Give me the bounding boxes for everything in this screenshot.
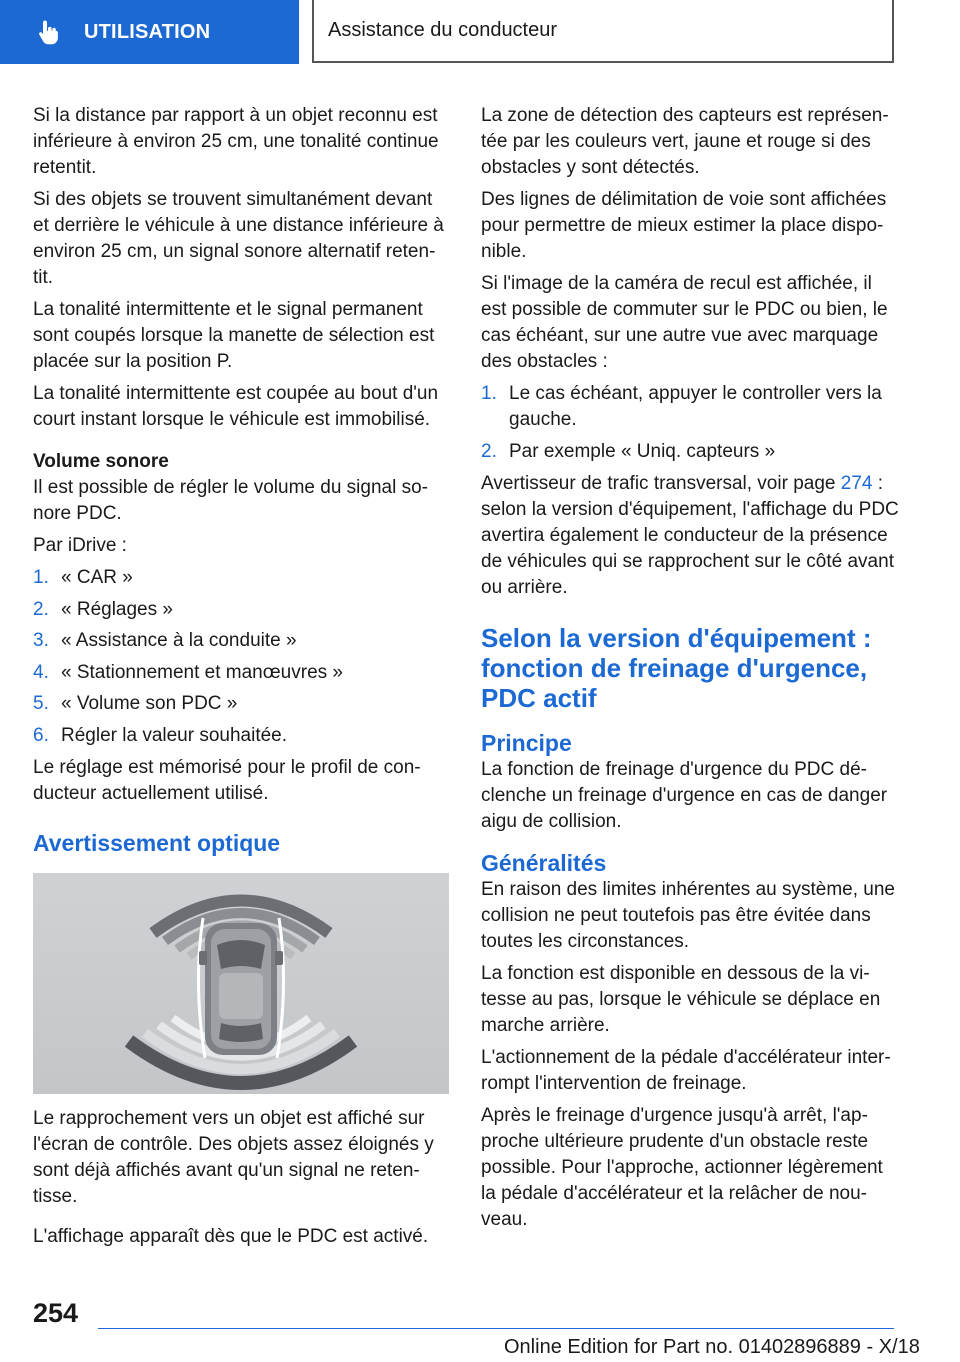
footer-divider <box>98 1328 894 1329</box>
text-span: : selon la version d'équipement, l'affichage du PDC avertira également le conducteur de la présence de véhicules qui se rapprochent sur le côté avant ou arrière. <box>481 472 899 598</box>
footer-edition: Online Edition for Part no. 01402896889 - X/18 <box>504 1336 920 1358</box>
paragraph: La zone de détection des capteurs est représentée par les couleurs vert, jaune et rouge si des obstacles y sont détectés. <box>481 105 889 178</box>
paragraph: Si des objets se trouvent simultanément devant et derrière le véhicule à une distance inférieure à environ 25 cm, un signal sonore alternatif retentit. <box>33 189 444 288</box>
step-number: 1. <box>33 567 49 588</box>
step-text: Régler la valeur souhaitée. <box>61 724 288 746</box>
list-item <box>33 723 449 749</box>
paragraph: La fonction de freinage d'urgence du PDC déclenche un freinage d'urgence en cas de danger aigu de collision. <box>481 758 888 832</box>
list-item <box>481 439 899 465</box>
paragraph: L'actionnement de la pédale d'accélérateur interrompt l'intervention de freinage. <box>481 1046 891 1094</box>
text-span: Avertisseur de trafic transversal, voir page <box>481 472 841 494</box>
paragraph: Il est possible de régler le volume du signal sonore PDC. <box>33 477 428 524</box>
step-number: 4. <box>33 661 49 683</box>
step-text: « Volume son PDC » <box>61 693 238 714</box>
subheading-volume: Volume sonore <box>33 451 169 472</box>
step-text: « Stationnement et manœuvres » <box>61 661 343 683</box>
step-text: Par exemple « Uniq. capteurs » <box>509 440 776 462</box>
chapter-tab <box>0 0 299 64</box>
paragraph: La tonalité intermittente est coupée au bout d'un court instant lorsque le véhicule est immobilisé. <box>33 383 439 430</box>
step-number: 6. <box>33 724 49 746</box>
step-text: « Assistance à la conduite » <box>61 630 297 651</box>
left-column <box>33 103 449 1256</box>
heading-principle: Principe <box>481 729 572 756</box>
right-column <box>481 103 899 1239</box>
section-title: Assistance du conducteur <box>328 19 558 41</box>
paragraph: La fonction est disponible en dessous de la vitesse au pas, lorsque le véhicule se déplace en marche arrière. <box>481 962 881 1036</box>
paragraph: Des lignes de délimitation de voie sont affichées pour permettre de mieux estimer la place disponible. <box>481 189 887 262</box>
section-header-box <box>312 0 894 63</box>
step-number: 3. <box>33 630 49 651</box>
paragraph: Par iDrive : <box>33 535 127 556</box>
step-text: « Réglages » <box>61 598 173 620</box>
camera-steps-list <box>481 381 899 465</box>
page-number: 254 <box>33 1298 79 1328</box>
pdc-display-illustration <box>33 873 449 1094</box>
paragraph: En raison des limites inhérentes au système, une collision ne peut toutefois pas être évitée dans toutes les circonstances. <box>481 878 895 952</box>
car-sensor-zones-image <box>33 873 449 1094</box>
heading-emergency-braking: Selon la version d'équipement : fonction de freinage d'urgence, PDC actif <box>481 622 872 713</box>
page-reference-link[interactable]: 274 <box>840 472 873 494</box>
heading-general: Généralités <box>481 849 607 876</box>
paragraph: Le rapprochement vers un objet est affiché sur l'écran de contrôle. Des objets assez éloignés y sont déjà affichés avant qu'un signal ne retentisse. <box>33 1107 434 1207</box>
paragraph: L'affichage apparaît dès que le PDC est activé. <box>33 1225 429 1247</box>
list-item <box>33 565 449 591</box>
step-text: « CAR » <box>61 567 133 588</box>
paragraph: Si l'image de la caméra de recul est affichée, il est possible de commuter sur le PDC ou bien, le cas échéant, sur une autre vue avec marquage des obstacles : <box>481 273 888 372</box>
step-number: 2. <box>481 440 497 462</box>
list-item <box>33 597 449 623</box>
paragraph-cross-traffic <box>481 471 899 601</box>
page-header <box>0 0 960 68</box>
idrive-steps-list <box>33 565 449 749</box>
step-number: 5. <box>33 693 49 714</box>
paragraph: Après le freinage d'urgence jusqu'à arrêt, l'approche ultérieure prudente d'un obstacle reste possible. Pour l'approche, actionner légèrement la pédale d'accélérateur et la relâcher de nouveau. <box>481 1104 883 1230</box>
heading-optical-warning: Avertissement optique <box>33 829 281 856</box>
chapter-tab-label: UTILISATION <box>84 20 211 43</box>
paragraph: Si la distance par rapport à un objet reconnu est inférieure à environ 25 cm, une tonalité continue retentit. <box>33 105 439 178</box>
step-text: Le cas échéant, appuyer le controller vers la gauche. <box>509 383 882 430</box>
step-number: 2. <box>33 598 49 620</box>
list-item <box>33 628 449 654</box>
list-item <box>33 691 449 717</box>
step-number: 1. <box>481 383 497 404</box>
paragraph: La tonalité intermittente et le signal permanent sont coupés lorsque la manette de sélection est placée sur la position P. <box>33 299 435 372</box>
pointing-hand-icon <box>38 19 60 45</box>
list-item <box>33 660 449 686</box>
list-item <box>481 381 899 433</box>
paragraph: Le réglage est mémorisé pour le profil de conducteur actuellement utilisé. <box>33 756 421 804</box>
